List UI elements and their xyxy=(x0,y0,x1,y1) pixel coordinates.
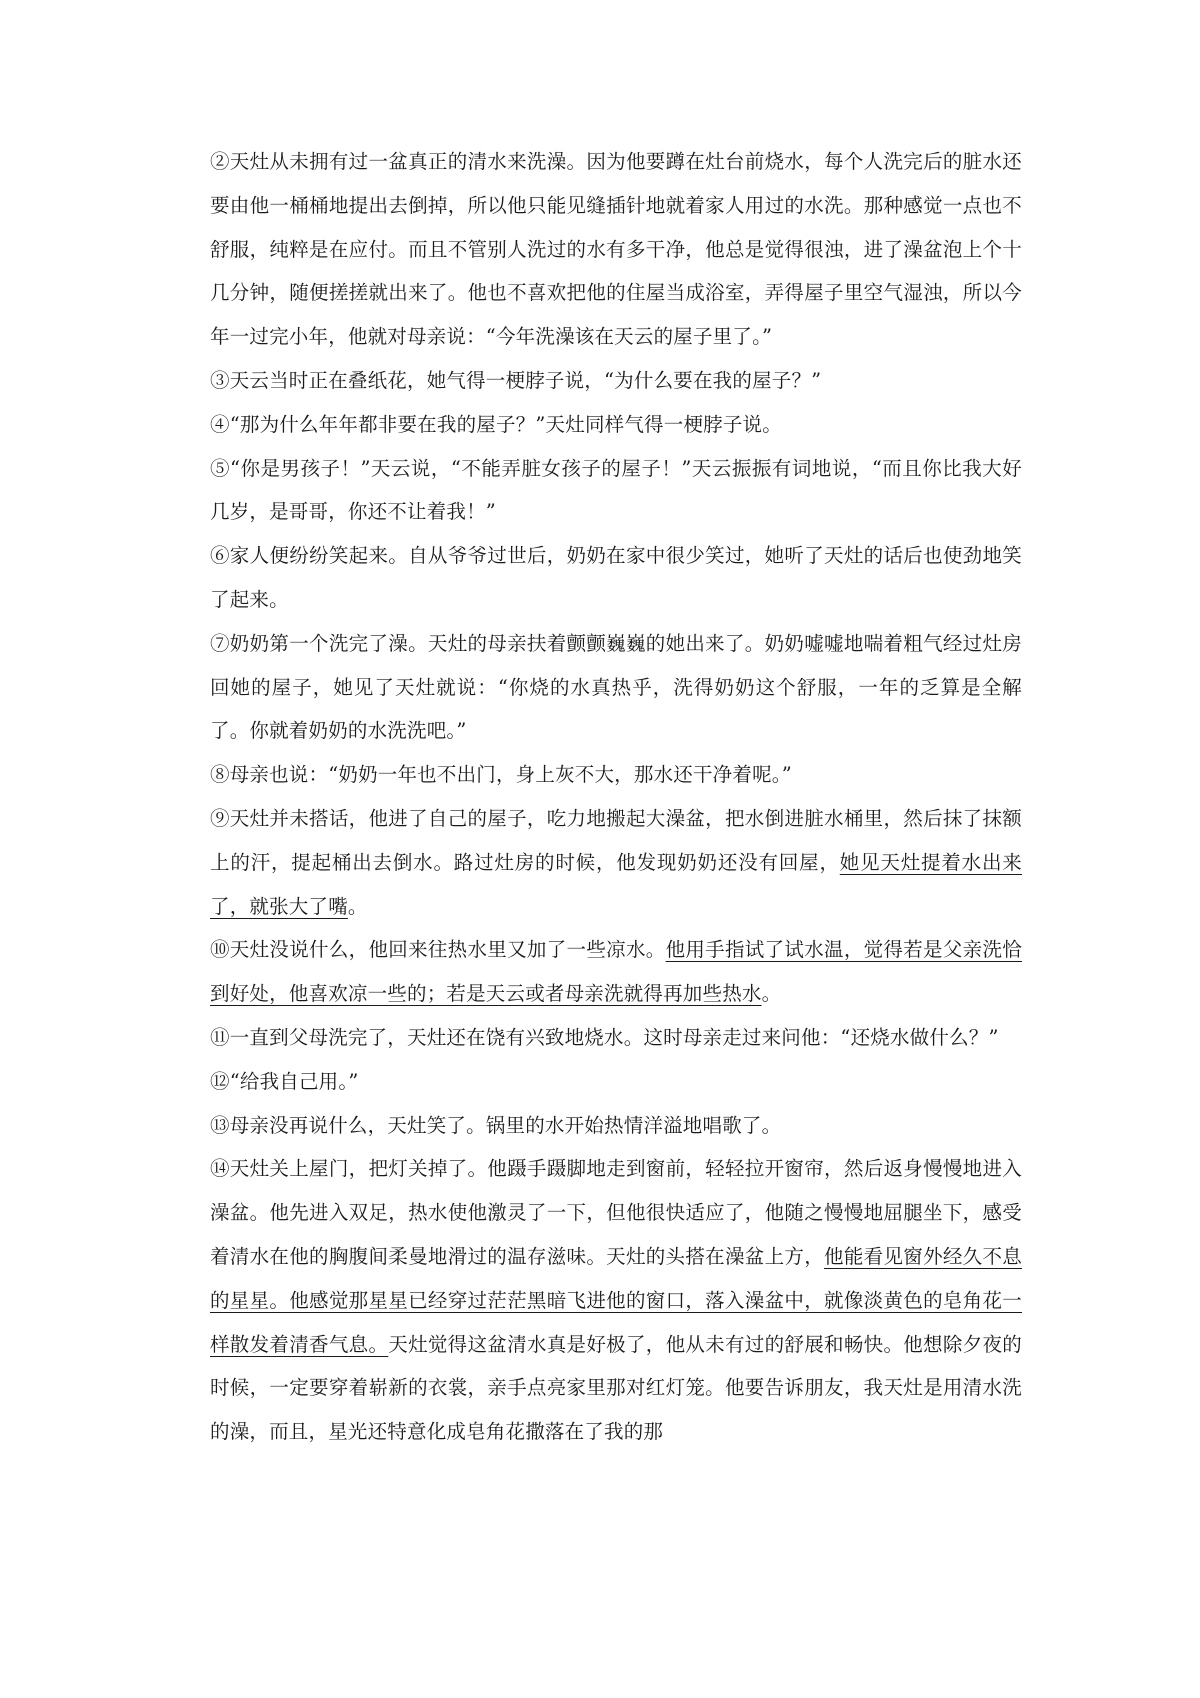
text-segment: ⑤“你是男孩子！”天云说，“不能弄脏女孩子的屋子！”天云振振有词地说，“而且你比我大好几岁，是哥哥，你还不让着我！” xyxy=(210,456,1022,524)
paragraph-5 xyxy=(210,447,1022,535)
text-segment: ⑪一直到父母洗完了，天灶还在饶有兴致地烧水。这时母亲走过来问他：“还烧水做什么？” xyxy=(210,1025,999,1049)
paragraph-3 xyxy=(210,359,1022,403)
text-segment: 。 xyxy=(347,894,368,918)
paragraph-2 xyxy=(210,140,1022,359)
underlined-sentence: 他用手指试了试水温，觉得若是父亲洗恰到好处，他喜欢凉一些的；若是天云或者母亲洗就得再加些热水 xyxy=(210,938,1022,1006)
text-segment: ②天灶从未拥有过一盆真正的清水来洗澡。因为他要蹲在灶台前烧水，每个人洗完后的脏水还要由他一桶桶地提出去倒掉，所以他只能见缝插针地就着家人用过的水洗。那种感觉一点也不舒服，纯粹是在应付。而且不管别人洗过的水有多干净，他总是觉得很浊，进了澡盆泡上个十几分钟，随便搓搓就出来了。他也不喜欢把他的住屋当成浴室，弄得屋子里空气湿浊，所以今年一过完小年，他就对母亲说：“今年洗澡该在天云的屋子里了。” xyxy=(210,150,1022,349)
text-segment: ③天云当时正在叠纸花，她气得一梗脖子说，“为什么要在我的屋子？” xyxy=(210,368,822,392)
underlined-sentence: 他能看见窗外经久不息的星星。他感觉那星星已经穿过茫茫黑暗飞进他的窗口，落入澡盆中，就像淡黄色的皂角花一样散发着清香气息。 xyxy=(210,1244,1022,1356)
paragraph-14 xyxy=(210,1147,1022,1454)
underlined-sentence: 她见天灶提着水出来了，就张大了嘴 xyxy=(210,850,1022,918)
text-segment: ⑥家人便纷纷笑起来。自从爷爷过世后，奶奶在家中很少笑过，她听了天灶的话后也使劲地笑了起来。 xyxy=(210,544,1022,611)
paragraph-13 xyxy=(210,1104,1022,1148)
text-segment: ⑫“给我自己用。” xyxy=(210,1069,359,1093)
text-segment: ⑩天灶没说什么，他回来往热水里又加了一些凉水。 xyxy=(210,938,666,962)
paragraph-10 xyxy=(210,928,1022,1016)
text-segment: ⑦奶奶第一个洗完了澡。天灶的母亲扶着颤颤巍巍的她出来了。奶奶嘘嘘地喘着粗气经过灶房回她的屋子，她见了天灶就说：“你烧的水真热乎，洗得奶奶这个舒服，一年的乏算是全解了。你就着奶奶的水洗洗吧。” xyxy=(210,631,1022,743)
text-segment: ④“那为什么年年都非要在我的屋子？”天灶同样气得一梗脖子说。 xyxy=(210,412,782,436)
paragraph-12 xyxy=(210,1060,1022,1104)
text-segment: 。 xyxy=(761,982,782,1006)
text-segment: ⑧母亲也说：“奶奶一年也不出门，身上灰不大，那水还干净着呢。” xyxy=(210,763,792,787)
document-page xyxy=(210,140,1022,1454)
paragraph-11 xyxy=(210,1016,1022,1060)
text-segment: ⑨天灶并未搭话，他进了自己的屋子，吃力地搬起大澡盆，把水倒进脏水桶里，然后抹了抹额上的汗，提起桶出去倒水。路过灶房的时候，他发现奶奶还没有回屋， xyxy=(210,806,1022,874)
text-segment: ⑭天灶关上屋门，把灯关掉了。他蹑手蹑脚地走到窗前，轻轻拉开窗帘，然后返身慢慢地进入澡盆。他先进入双足，热水使他激灵了一下，但他很快适应了，他随之慢慢地屈腿坐下，感受着清水在他的胸腹间柔曼地滑过的温存滋味。天灶的头搭在澡盆上方， xyxy=(210,1157,1022,1268)
paragraph-4 xyxy=(210,403,1022,447)
text-segment: ⑬母亲没再说什么，天灶笑了。锅里的水开始热情洋溢地唱歌了。 xyxy=(210,1113,782,1137)
text-segment: 天灶觉得这盆清水真是好极了，他从未有过的舒展和畅快。他想除夕夜的时候，一定要穿着崭新的衣裳，亲手点亮家里那对红灯笼。他要告诉朋友，我天灶是用清水洗的澡，而且，星光还特意化成皂角花撒落在了我的那 xyxy=(210,1332,1022,1444)
paragraph-9 xyxy=(210,797,1022,928)
paragraph-7 xyxy=(210,622,1022,753)
paragraph-6 xyxy=(210,534,1022,622)
paragraph-8 xyxy=(210,753,1022,797)
